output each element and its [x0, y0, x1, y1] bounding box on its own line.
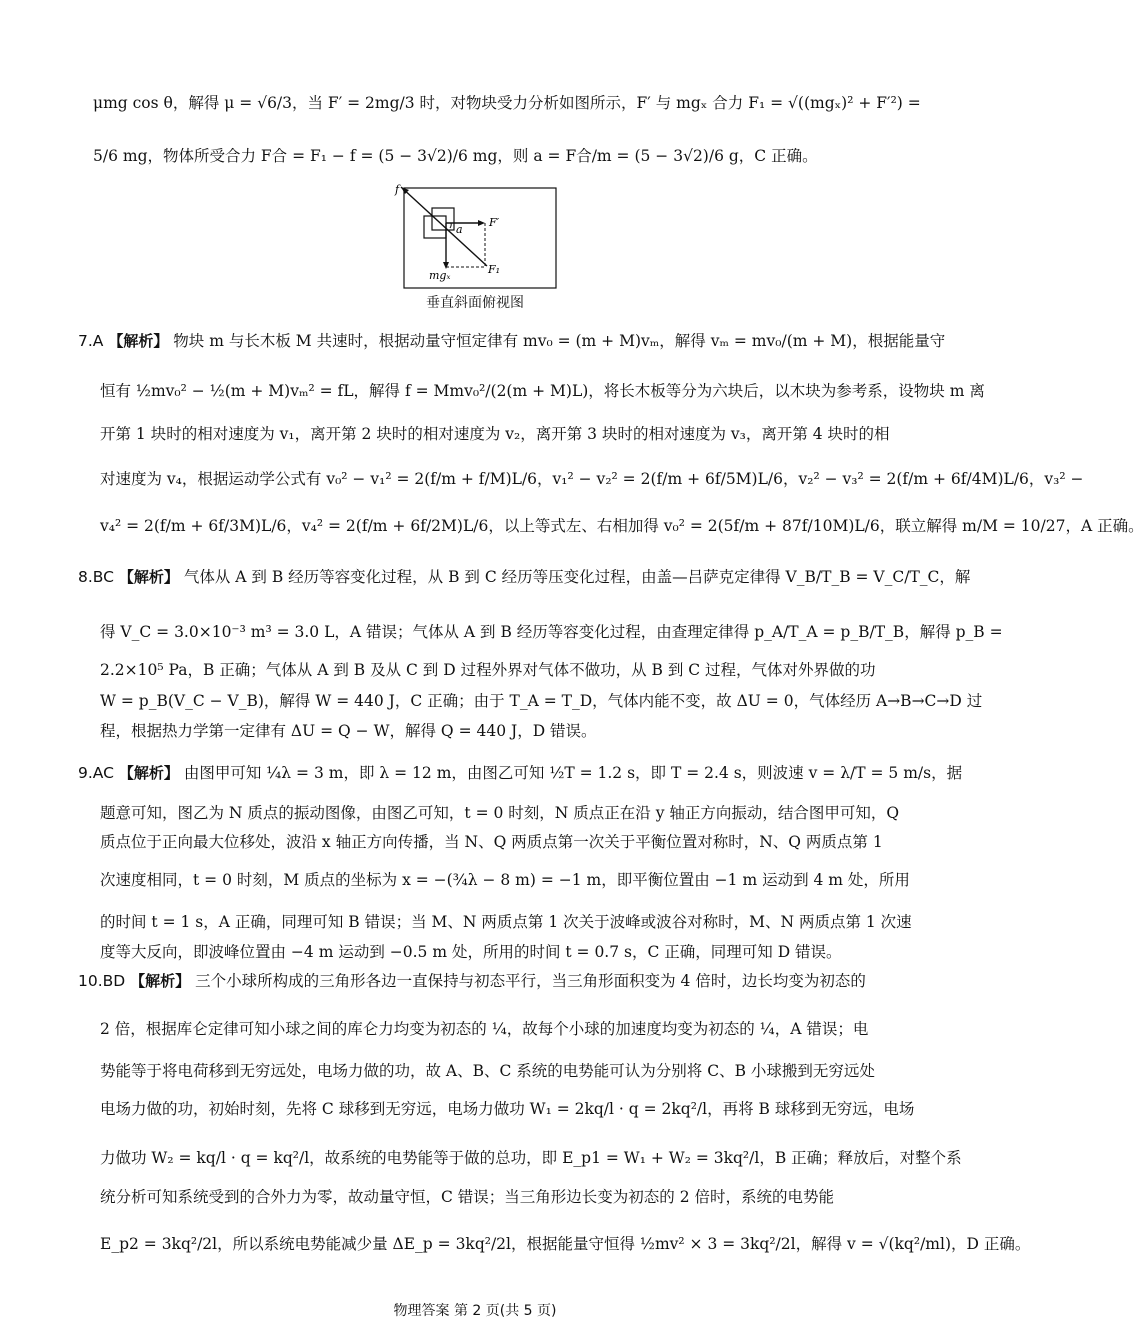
text-line: 开第 1 块时的相对速度为 v₁，离开第 2 块时的相对速度为 v₂，离开第 3 块时的相对速度为 v₃，离开第 4 块时的相: [100, 425, 890, 443]
text-line: 程，根据热力学第一定律有 ΔU = Q − W，解得 Q = 440 J，D 错误。: [100, 722, 597, 740]
f-arrow: [401, 187, 487, 266]
text-line: μmg cos θ，解得 μ = √6/3，当 F′ = 2mg/3 时，对物块受力分析如图所示，F′ 与 mgₓ 合力 F₁ = √((mgₓ)² + F′²) =: [93, 94, 921, 112]
text-line: W = p_B(V_C − V_B)，解得 W = 440 J，C 正确；由于 T_A = T_D，气体内能不变，故 ΔU = 0，气体经历 A→B→C→D 过: [100, 692, 983, 710]
text-line: 对速度为 v₄，根据运动学公式有 v₀² − v₁² = 2(f/m + f/M)L/6，v₁² − v₂² = 2(f/m + 6f/5M)L/6，v₂² − v₃² = 2(f/m + 6f/4M)L/6，v₃² −: [100, 470, 1084, 488]
question-number: 9.AC: [78, 764, 114, 782]
text-line: 的时间 t = 1 s，A 正确，同理可知 B 错误；当 M、N 两质点第 1 次关于波峰或波谷对称时，M、N 两质点第 1 次速: [100, 913, 912, 931]
question-8-line-1: [78, 566, 971, 588]
text-line: 度等大反向，即波峰位置由 −4 m 运动到 −0.5 m 处，所用的时间 t = 0.7 s，C 正确，同理可知 D 错误。: [100, 943, 842, 961]
text-line: 质点位于正向最大位移处，波沿 x 轴正方向传播，当 N、Q 两质点第一次关于平衡位置对称时，N、Q 两质点第 1: [100, 833, 883, 851]
fprime-arrowhead: [478, 220, 485, 226]
text-line: 得 V_C = 3.0×10⁻³ m³ = 3.0 L，A 错误；气体从 A 到 B 经历等容变化过程，由查理定律得 p_A/T_A = p_B/T_B，解得 p_B =: [100, 623, 1003, 641]
text-span: 气体从 A 到 B 经历等容变化过程，从 B 到 C 经历等压变化过程，由盖—吕萨克定律得 V_B/T_B = V_C/T_C，解: [183, 568, 971, 586]
figure-caption: 垂直斜面俯视图: [426, 295, 524, 311]
text-line: 势能等于将电荷移到无穷远处，电场力做的功，故 A、B、C 系统的电势能可认为分别将 C、B 小球搬到无穷远处: [100, 1062, 875, 1080]
text-line: 题意可知，图乙为 N 质点的振动图像，由图乙可知，t = 0 时刻，N 质点正在沿 y 轴正方向振动，结合图甲可知，Q: [100, 804, 900, 822]
label-fprime: F′: [489, 216, 500, 229]
analysis-tag: 【解析】: [118, 764, 179, 782]
question-number: 7.A: [78, 332, 104, 350]
mgx-arrowhead: [443, 262, 449, 269]
label-f1: F₁: [488, 263, 501, 276]
text-span: 三个小球所构成的三角形各边一直保持与初态平行，当三角形面积变为 4 倍时，边长均变为初态的: [195, 972, 866, 990]
page-footer: 物理答案 第 2 页(共 5 页): [393, 1303, 557, 1319]
angle-arc: [450, 223, 451, 228]
question-10-line-1: [78, 970, 866, 992]
label-mgx: mgₓ: [429, 269, 451, 282]
label-a: a: [456, 223, 463, 236]
text-line: 次速度相同，t = 0 时刻，M 质点的坐标为 x = −(¾λ − 8 m) = −1 m，即平衡位置由 −1 m 运动到 4 m 处，所用: [100, 871, 910, 889]
question-number: 10.BD: [78, 972, 126, 990]
question-number: 8.BC: [78, 568, 114, 586]
text-line: 2.2×10⁵ Pa，B 正确；气体从 A 到 B 及从 C 到 D 过程外界对气体不做功，从 B 到 C 过程，气体对外界做的功: [100, 661, 876, 679]
text-line: 2 倍，根据库仑定律可知小球之间的库仑力均变为初态的 ¼，故每个小球的加速度均变为初态的 ¼，A 错误；电: [100, 1020, 869, 1038]
text-line: 力做功 W₂ = kq/l · q = kq²/l，故系统的电势能等于做的总功，即 E_p1 = W₁ + W₂ = 3kq²/l，B 正确；释放后，对整个系: [100, 1149, 962, 1167]
text-line: 5/6 mg，物体所受合力 F合 = F₁ − f = (5 − 3√2)/6 mg，则 a = F合/m = (5 − 3√2)/6 g，C 正确。: [93, 147, 818, 165]
question-7-line-1: [78, 330, 946, 352]
text-line: E_p2 = 3kq²/2l，所以系统电势能减少量 ΔE_p = 3kq²/2l，根据能量守恒得 ½mv² × 3 = 3kq²/2l，解得 v = √(kq²/ml)，D 正确。: [100, 1235, 1031, 1253]
text-line: 统分析可知系统受到的合外力为零，故动量守恒，C 错误；当三角形边长变为初态的 2 倍时，系统的电势能: [100, 1188, 835, 1206]
text-span: 由图甲可知 ¼λ = 3 m，即 λ = 12 m，由图乙可知 ½T = 1.2 s，即 T = 2.4 s，则波速 v = λ/T = 5 m/s，据: [183, 764, 963, 782]
text-line: 电场力做的功，初始时刻，先将 C 球移到无穷远，电场力做功 W₁ = 2kq/l · q = 2kq²/l，再将 B 球移到无穷远，电场: [100, 1100, 915, 1118]
text-line: 恒有 ½mv₀² − ½(m + M)vₘ² = fL，解得 f = Mmv₀²/(2(m + M)L)，将长木板等分为六块后，以木块为参考系，设物块 m 离: [100, 382, 985, 400]
question-9-line-1: [78, 762, 963, 784]
text-span: 物块 m 与长木板 M 共速时，根据动量守恒定律有 mv₀ = (m + M)vₘ，解得 vₘ = mv₀/(m + M)，根据能量守: [173, 332, 946, 350]
text-line: v₄² = 2(f/m + 6f/3M)L/6，v₄² = 2(f/m + 6f/2M)L/6，以上等式左、右相加得 v₀² = 2(5f/m + 87f/10M)L/6，联立解得 m/M = 10/27，A 正确。: [100, 517, 1144, 535]
force-diagram: [395, 183, 559, 293]
analysis-tag: 【解析】: [108, 332, 169, 350]
label-f: f: [395, 183, 400, 196]
block-inner: [424, 216, 446, 238]
analysis-tag: 【解析】: [118, 568, 179, 586]
analysis-tag: 【解析】: [130, 972, 191, 990]
